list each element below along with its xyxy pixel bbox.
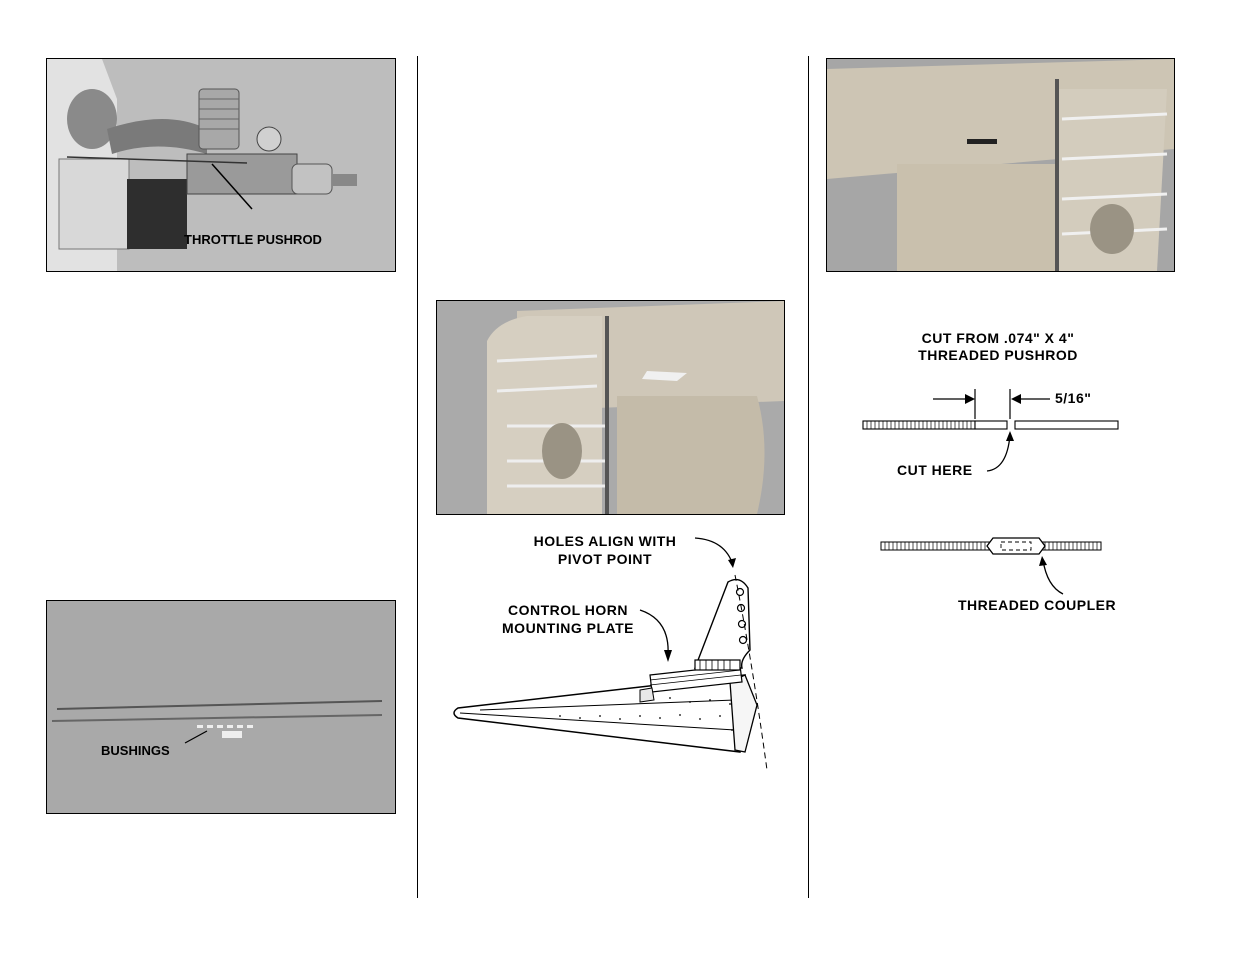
bushings-label: BUSHINGS bbox=[101, 743, 170, 758]
hinge-illustration-right bbox=[827, 59, 1174, 271]
cut-from-title-line2: THREADED PUSHROD bbox=[918, 347, 1078, 363]
hinge-photo-center bbox=[436, 300, 785, 515]
holes-align-label-line1: HOLES ALIGN WITH bbox=[533, 533, 677, 549]
pushrods-illustration bbox=[47, 601, 395, 813]
holes-align-label-line2: PIVOT POINT bbox=[557, 551, 653, 567]
throttle-pushrod-label: THROTTLE PUSHROD bbox=[184, 232, 322, 247]
cut-from-title-line1: CUT FROM .074" X 4" bbox=[921, 330, 1075, 346]
hinge-illustration-center bbox=[437, 301, 784, 514]
mounting-plate-label-line2: MOUNTING PLATE bbox=[502, 620, 634, 636]
dimension-label: 5/16" bbox=[1055, 390, 1092, 406]
engine-photo bbox=[46, 58, 396, 272]
hinge-photo-right bbox=[826, 58, 1175, 272]
mounting-plate-label-line1: CONTROL HORN bbox=[507, 602, 629, 618]
threaded-coupler-diagram bbox=[875, 530, 1110, 600]
cut-from-title bbox=[880, 330, 1116, 364]
pushrod-cut-diagram bbox=[855, 385, 1125, 485]
threaded-coupler-label: THREADED COUPLER bbox=[958, 597, 1117, 613]
column-divider-right bbox=[808, 56, 809, 898]
cut-here-label: CUT HERE bbox=[897, 462, 973, 478]
bushings-photo bbox=[46, 600, 396, 814]
column-divider-left bbox=[417, 56, 418, 898]
control-horn-diagram bbox=[440, 520, 785, 775]
